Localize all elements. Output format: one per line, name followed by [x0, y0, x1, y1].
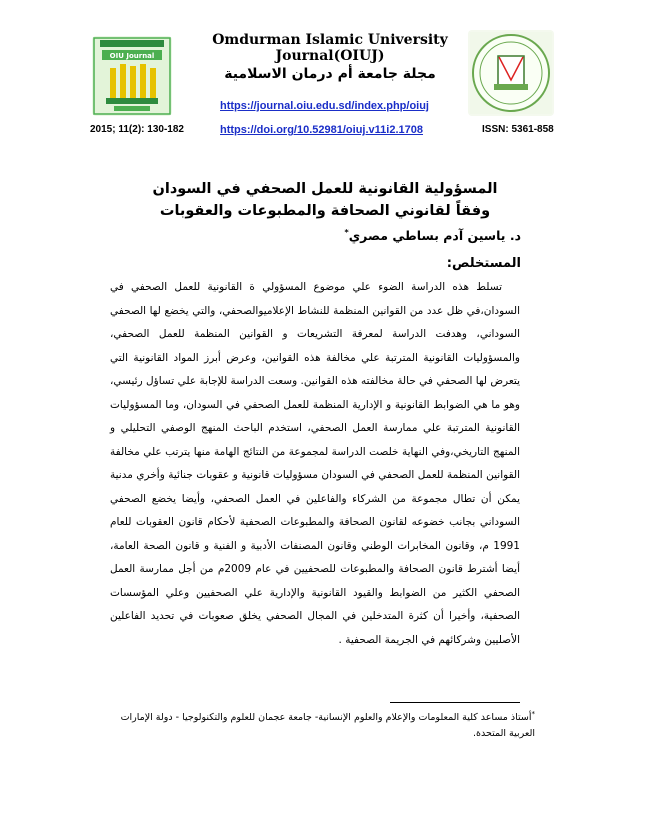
- doi-link[interactable]: https://doi.org/10.52981/oiuj.v11i2.1708: [220, 124, 423, 136]
- footnote-mark: *: [531, 710, 535, 718]
- article-title-line-2: وفقاً لقانوني الصحافة والمطبوعات والعقوبات: [159, 203, 491, 219]
- article-title-line-1: المسؤولية القانونية للعمل الصحفي في السودان: [152, 181, 498, 197]
- footnote-text: أستاذ مساعد كلية المعلومات والإعلام والعلوم الإنسانية- جامعة عجمان للعلوم والتكنولوجيا - دولة الإمارات العربية المتحدة.: [120, 712, 535, 740]
- author: [345, 228, 521, 243]
- abstract-body: [110, 276, 520, 652]
- journal-url-link[interactable]: https://journal.oiu.edu.sd/index.php/oiuj: [220, 100, 429, 112]
- author-footnote-mark: *: [344, 228, 349, 237]
- university-logo: [468, 30, 554, 116]
- abstract-paragraph: تسلط هذه الدراسة الضوء علي موضوع المسؤولي ة القانونية للعمل الصحفي في السودان،في ظل عدد من القوانين المنظمة للنشاط الإعلاميوالصحفي، والتي يخضع لها الصحفي السوداني، وهدفت الدراسة لمعرفة التشريعات و القوانين المنظمة للعمل الصحفي، والمسؤوليات القانونية المترتبة علي مخالفة هذه القوانين، وعرض أبرز المواد القانونية التي يتعرض لها الصحفي في حالة مخالفته هذه القوانين. وسعت الدراسة للإجابة علي تساؤل رئيسي، وهو ما هي الضوابط القانونية و الإدارية المنظمة للعمل الصحفي في السودان، وما المسؤوليات القانونية المترتبة علي ممارسة العمل الصحفي، استخدم الباحث المنهج الوصفي التحليلي و المنهج التاريخي،وفي النهاية خلصت الدراسة لمجموعة من النتائج الهامة منها يترتب علي مخالفة القوانين المنظمة للعمل الصحفي في السودان مسؤوليات قانونية و عقوبات جنائية وأخري مدنية يمكن أن تطال مجموعة من الشركاء والفاعلين في العمل الصحفي، وأيضا يخضع الصحفي السوداني بجانب خضوعه لقانون الصحافة والمطبوعات الصحفية لأحكام قانون العقوبات للعام 1991 م، وقانون المخابرات الوطني وقانون المصنفات الأدبية و الفنية و قانون الصحة العامة، أيضا أشترط قانون الصحافة والمطبوعات للصحفيين في عام 2009م من أجل ممارسة العمل الصحفي الكثير من الضوابط والقيود القانونية والإدارية علي الصحفيين وعلي المؤسسات الصحفية، وأخيرا أن كثرة المتدخلين في المجال الصحفي يخلق صعوبات في تحديد الفاعلين الأصليين وشركائهم في الجريمة الصحفية .: [110, 281, 520, 646]
- citation-info: 2015; 11(2): 130-182: [90, 124, 184, 135]
- svg-text:OIU Journal: OIU Journal: [109, 52, 155, 60]
- journal-title-en: Omdurman Islamic University Journal(OIUJ): [212, 32, 448, 64]
- oiu-journal-logo: [92, 36, 172, 116]
- author-name: د. ياسين آدم بساطي مصري: [348, 228, 521, 244]
- journal-title-ar: مجلة جامعة أم درمان الاسلامية: [224, 66, 436, 82]
- abstract-heading: المستخلص:: [446, 256, 521, 271]
- article-title: [150, 178, 500, 222]
- footnote-divider: [390, 702, 520, 703]
- footnote: [110, 706, 535, 742]
- issn: ISSN: 5361-858: [482, 124, 554, 135]
